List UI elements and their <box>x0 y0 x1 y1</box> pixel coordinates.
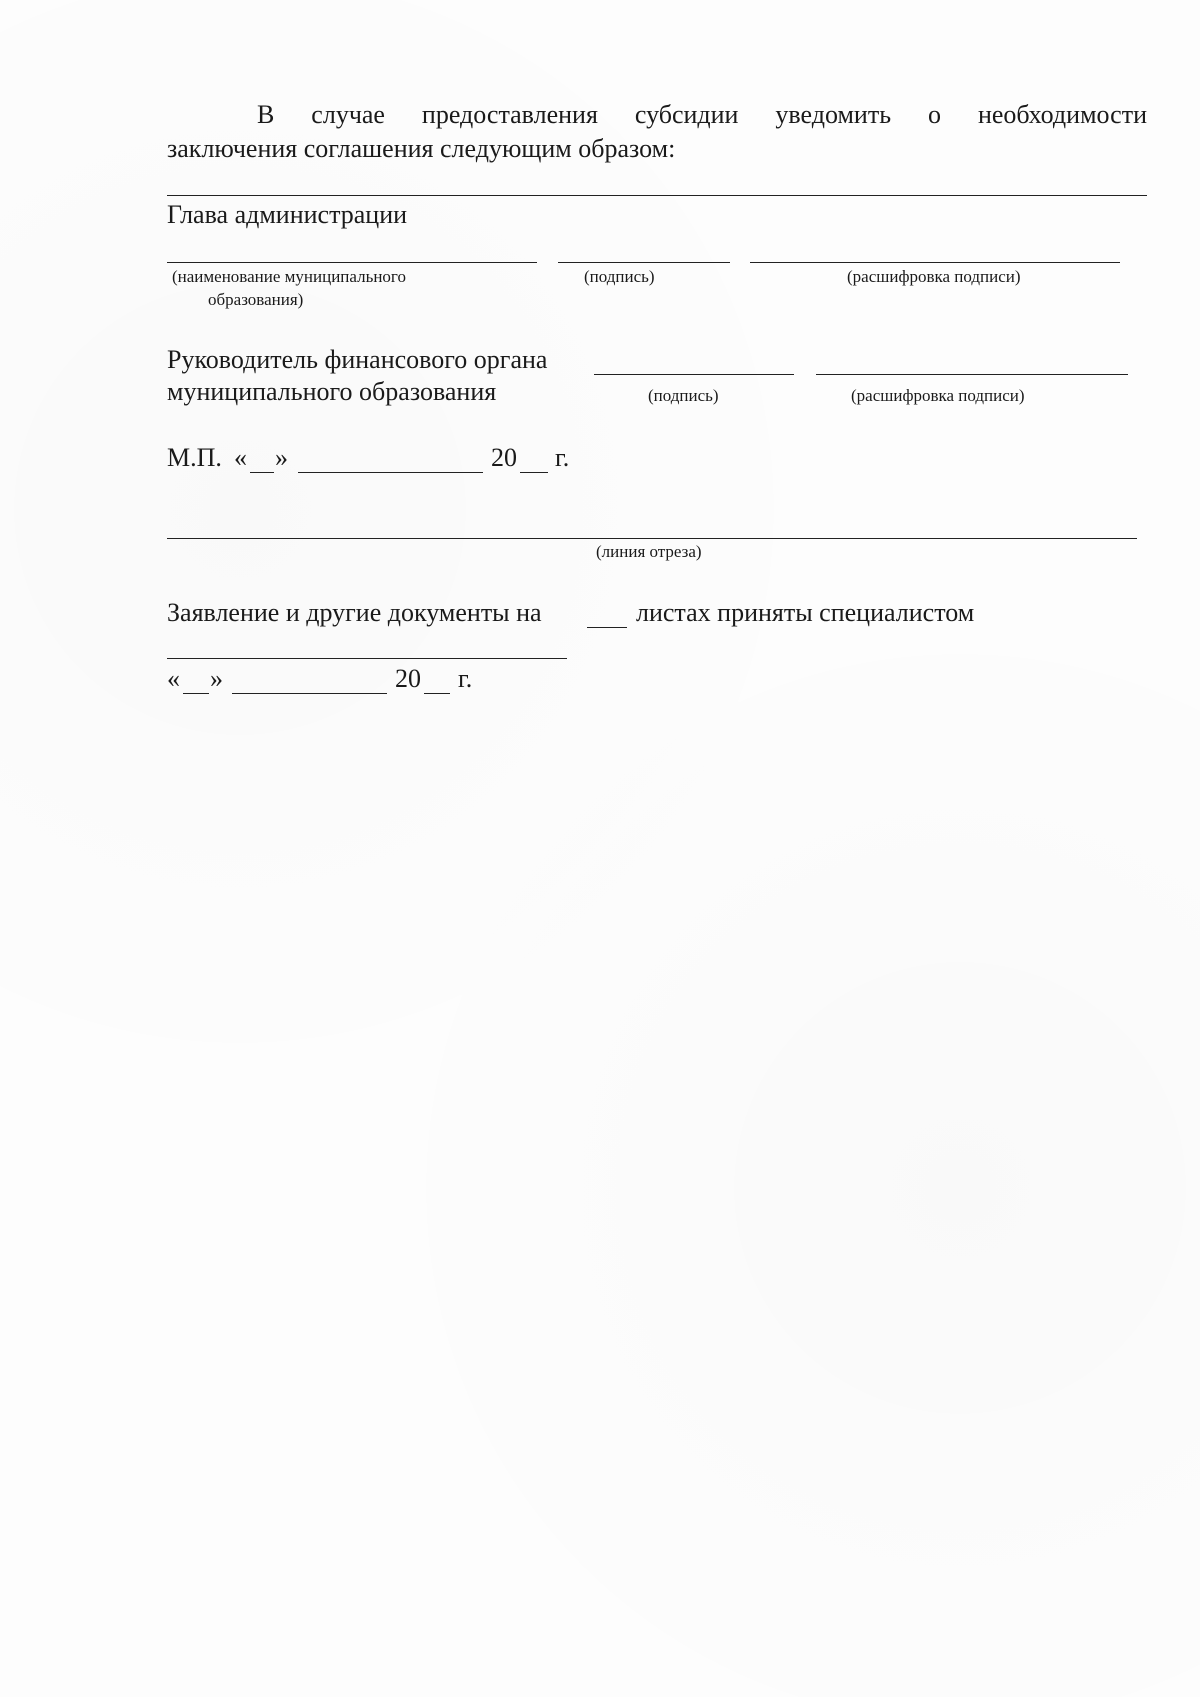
caption-head-signature: (подпись) <box>584 267 655 286</box>
specialist-name-line[interactable] <box>167 658 567 659</box>
head-signature-line[interactable] <box>558 262 730 263</box>
cut-line <box>167 538 1137 539</box>
stamp-year-prefix: 20 <box>491 443 517 472</box>
stamp-day-blank[interactable] <box>250 472 274 473</box>
cut-line-caption: (линия отреза) <box>596 542 702 561</box>
stamp-quote-close: » <box>275 443 288 472</box>
receipt-year-blank[interactable] <box>424 693 450 694</box>
stamp-quote-open: « <box>234 443 247 472</box>
stamp-year-blank[interactable] <box>520 472 548 473</box>
caption-municipality-line-2: образования) <box>208 290 304 309</box>
finance-signature-decoding-line[interactable] <box>816 374 1128 375</box>
notice-line-2: заключения соглашения следующим образом: <box>167 134 676 163</box>
stamp-month-blank[interactable] <box>298 472 483 473</box>
receipt-month-blank[interactable] <box>232 693 387 694</box>
notice-paragraph <box>167 98 1147 166</box>
receipt-quote-close: » <box>210 664 223 693</box>
caption-municipality-line-1: (наименование муниципального <box>172 267 406 286</box>
receipt-sheets-blank[interactable] <box>587 627 627 628</box>
caption-finance-signature: (подпись) <box>648 386 719 405</box>
finance-title-line-1: Руководитель финансового органа <box>167 345 548 374</box>
receipt-year-suffix: г. <box>458 664 473 693</box>
notice-line-1: В случае предоставления субсидии уведомить о необходимости <box>257 100 1147 129</box>
receipt-day-blank[interactable] <box>183 693 209 694</box>
finance-title-line-2: муниципального образования <box>167 377 497 406</box>
finance-signature-line[interactable] <box>594 374 794 375</box>
receipt-year-prefix: 20 <box>395 664 421 693</box>
caption-head-decoding: (расшифровка подписи) <box>847 267 1021 286</box>
receipt-quote-open: « <box>167 664 180 693</box>
stamp-mark: М.П. <box>167 443 222 472</box>
stamp-year-suffix: г. <box>555 443 570 472</box>
caption-finance-decoding: (расшифровка подписи) <box>851 386 1025 405</box>
notice-method-blank-line[interactable] <box>167 195 1147 196</box>
municipality-name-line[interactable] <box>167 262 537 263</box>
head-signature-decoding-line[interactable] <box>750 262 1120 263</box>
head-title: Глава администрации <box>167 200 408 229</box>
receipt-text-before: Заявление и другие документы на <box>167 598 542 627</box>
receipt-text-after: листах приняты специалистом <box>636 598 975 627</box>
